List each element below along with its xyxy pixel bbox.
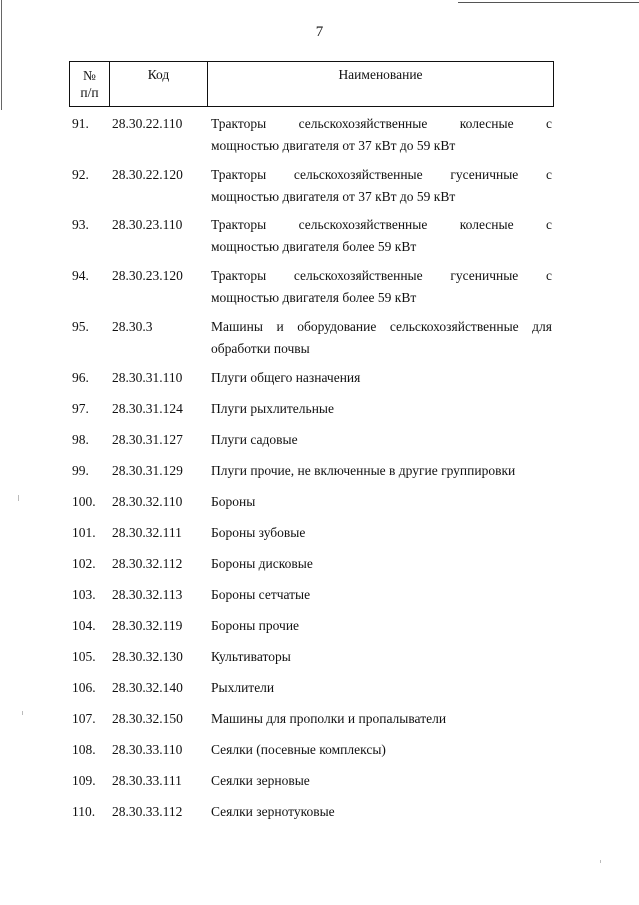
row-name <box>211 739 552 761</box>
row-code: 28.30.31.124 <box>112 401 183 416</box>
row-name-line: Бороны <box>211 494 256 509</box>
scan-edge-line-left <box>1 0 2 110</box>
row-name-line: Тракторы сельскохозяйственные колесные с <box>211 217 552 232</box>
header-number <box>70 62 110 106</box>
row-number: 109. <box>72 773 96 788</box>
row-number: 99. <box>72 463 89 478</box>
row-number: 96. <box>72 370 89 385</box>
row-code: 28.30.32.111 <box>112 525 182 540</box>
row-name <box>211 770 552 792</box>
row-name-line: мощностью двигателя более 59 кВт <box>211 239 417 254</box>
row-name <box>211 491 552 513</box>
row-name-line: Машины для прополки и пропалыватели <box>211 711 447 726</box>
row-code: 28.30.31.110 <box>112 370 183 385</box>
page-number: 7 <box>315 24 324 40</box>
row-name-line: Плуги общего назначения <box>211 370 361 385</box>
row-name-line: Тракторы сельскохозяйственные гусеничные с <box>211 268 552 283</box>
row-code: 28.30.22.110 <box>112 116 183 131</box>
row-number: 93. <box>72 217 89 232</box>
header-name: Наименование <box>338 67 423 82</box>
row-code: 28.30.32.113 <box>112 587 183 602</box>
scan-edge-line-top <box>458 2 639 3</box>
header-number-abbr: п/п <box>80 85 99 100</box>
row-name <box>211 708 552 730</box>
row-name <box>211 460 552 482</box>
row-code: 28.30.32.130 <box>112 649 183 664</box>
row-name <box>211 646 552 668</box>
row-number: 100. <box>72 494 96 509</box>
row-name <box>211 429 552 451</box>
row-number: 108. <box>72 742 96 757</box>
row-number: 92. <box>72 167 89 182</box>
row-number: 106. <box>72 680 96 695</box>
row-code: 28.30.22.120 <box>112 167 183 182</box>
row-code: 28.30.31.129 <box>112 463 183 478</box>
row-number: 103. <box>72 587 96 602</box>
row-code: 28.30.33.112 <box>112 804 183 819</box>
row-name-line: Рыхлители <box>211 680 275 695</box>
row-code: 28.30.33.110 <box>112 742 183 757</box>
row-name <box>211 113 552 157</box>
row-number: 107. <box>72 711 96 726</box>
row-code: 28.30.23.120 <box>112 268 183 283</box>
row-name-line: Бороны сетчатые <box>211 587 311 602</box>
row-number: 97. <box>72 401 89 416</box>
row-code: 28.30.31.127 <box>112 432 183 447</box>
row-name-line: Плуги садовые <box>211 432 298 447</box>
row-name-line: Сеялки (посевные комплексы) <box>211 742 386 757</box>
row-name <box>211 584 552 606</box>
row-number: 110. <box>72 804 96 819</box>
row-name-line: Сеялки зернотуковые <box>211 804 335 819</box>
row-name <box>211 553 552 575</box>
row-code: 28.30.32.119 <box>112 618 183 633</box>
row-number: 105. <box>72 649 96 664</box>
row-number: 102. <box>72 556 96 571</box>
row-number: 101. <box>72 525 96 540</box>
row-name-line: мощностью двигателя от 37 кВт до 59 кВт <box>211 138 456 153</box>
row-name <box>211 265 552 309</box>
row-number: 94. <box>72 268 89 283</box>
scan-speck <box>18 495 19 501</box>
row-code: 28.30.32.110 <box>112 494 183 509</box>
row-name-line: обработки почвы <box>211 341 310 356</box>
row-name <box>211 316 552 360</box>
row-name-line: Тракторы сельскохозяйственные гусеничные с <box>211 167 552 182</box>
row-code: 28.30.32.140 <box>112 680 183 695</box>
row-code: 28.30.33.111 <box>112 773 182 788</box>
row-name <box>211 398 552 420</box>
header-number-symbol: № <box>83 68 96 83</box>
row-name-line: Сеялки зерновые <box>211 773 310 788</box>
row-name <box>211 677 552 699</box>
row-code: 28.30.3 <box>112 319 153 334</box>
row-code: 28.30.32.112 <box>112 556 183 571</box>
row-number: 104. <box>72 618 96 633</box>
row-name-line: мощностью двигателя более 59 кВт <box>211 290 417 305</box>
row-name-line: Культиваторы <box>211 649 291 664</box>
row-name-line: мощностью двигателя от 37 кВт до 59 кВт <box>211 189 456 204</box>
row-name-line: Бороны дисковые <box>211 556 313 571</box>
scan-speck <box>22 711 23 715</box>
row-name-line: Плуги рыхлительные <box>211 401 334 416</box>
row-code: 28.30.32.150 <box>112 711 183 726</box>
scan-speck <box>600 860 601 863</box>
row-name-line: Плуги прочие, не включенные в другие группировки <box>211 463 516 478</box>
row-name-line: Машины и оборудование сельскохозяйственные для <box>211 319 552 334</box>
header-code: Код <box>110 62 208 106</box>
row-name-line: Бороны прочие <box>211 618 300 633</box>
row-name-line: Бороны зубовые <box>211 525 306 540</box>
row-code: 28.30.23.110 <box>112 217 183 232</box>
row-name <box>211 164 552 208</box>
row-name <box>211 615 552 637</box>
row-name <box>211 214 552 258</box>
products-table <box>69 61 554 819</box>
row-name <box>211 801 552 823</box>
row-number: 98. <box>72 432 89 447</box>
row-number: 91. <box>72 116 89 131</box>
row-name <box>211 522 552 544</box>
row-name <box>211 367 552 389</box>
row-name-line: Тракторы сельскохозяйственные колесные с <box>211 116 552 131</box>
row-number: 95. <box>72 319 89 334</box>
table-header <box>69 61 554 107</box>
